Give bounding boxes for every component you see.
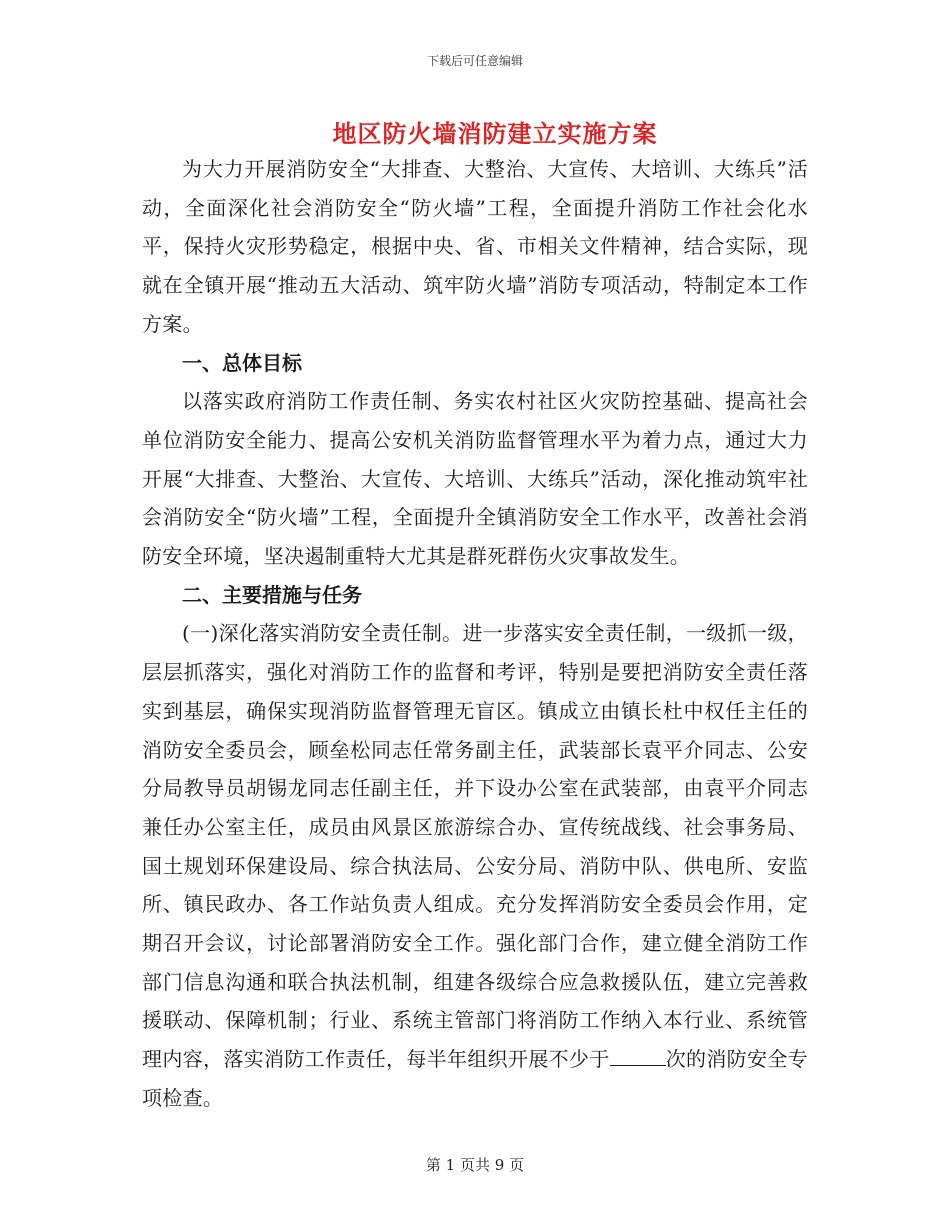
- section-heading-measures: 二、主要措施与任务: [182, 582, 362, 607]
- fill-in-blank: [610, 1045, 666, 1066]
- page-number: 第 1 页共 9 页: [425, 1156, 525, 1174]
- measures-paragraph: [142, 614, 808, 1117]
- measures-text-after-blank: 次的消防安全专项检查。: [142, 1047, 808, 1110]
- document-body: [142, 150, 808, 1118]
- measures-text-before-blank: (一)深化落实消防安全责任制。进一步落实安全责任制，一级抓一级，层层抓落实，强化对消防工作的监督和考评，特别是要把消防安全责任落实到基层，确保实现消防监督管理无盲区。镇成立由镇长杜中权任主任的消防安全委员会，顾垒松同志任常务副主任，武装部长袁平介同志、公安分局教导员胡锡龙同志任副主任，并下设办公室在武装部，由袁平介同志兼任办公室主任，成员由风景区旅游综合办、宣传统战线、社会事务局、国土规划环保建设局、综合执法局、公安分局、消防中队、供电所、安监所、镇民政办、各工作站负责人组成。充分发挥消防安全委员会作用，定期召开会议，讨论部署消防安全工作。强化部门合作，建立健全消防工作部门信息沟通和联合执法机制，组建各级综合应急救援队伍，建立完善救援联动、保障机制；行业、系统主管部门将消防工作纳入本行业、系统管理内容，落实消防工作责任，每半年组织开展不少于: [142, 621, 808, 1072]
- header-note: 下载后可任意编辑: [426, 54, 523, 68]
- intro-paragraph: 为大力开展消防安全“大排查、大整治、大宣传、大培训、大练兵”活动，全面深化社会消防安全“防火墙”工程，全面提升消防工作社会化水平，保持火灾形势稳定，根据中央、省、市相关文件精神，结合实际，现就在全镇开展“推动五大活动、筑牢防火墙”消防专项活动，特制定本工作方案。: [142, 157, 808, 336]
- overall-goal-paragraph: 以落实政府消防工作责任制、务实农村社区火灾防控基础、提高社会单位消防安全能力、提高公安机关消防监督管理水平为着力点，通过大力开展“大排查、大整治、大宣传、大培训、大练兵”活动，深化推动筑牢社会消防安全“防火墙”工程，全面提升全镇消防安全工作水平，改善社会消防安全环境，坚决遏制重特大尤其是群死群伤火灾事故发生。: [142, 389, 808, 569]
- document-title: 地区防火墙消防建立实施方案: [332, 119, 658, 148]
- section-heading-overall-goal: 一、总体目标: [182, 350, 302, 375]
